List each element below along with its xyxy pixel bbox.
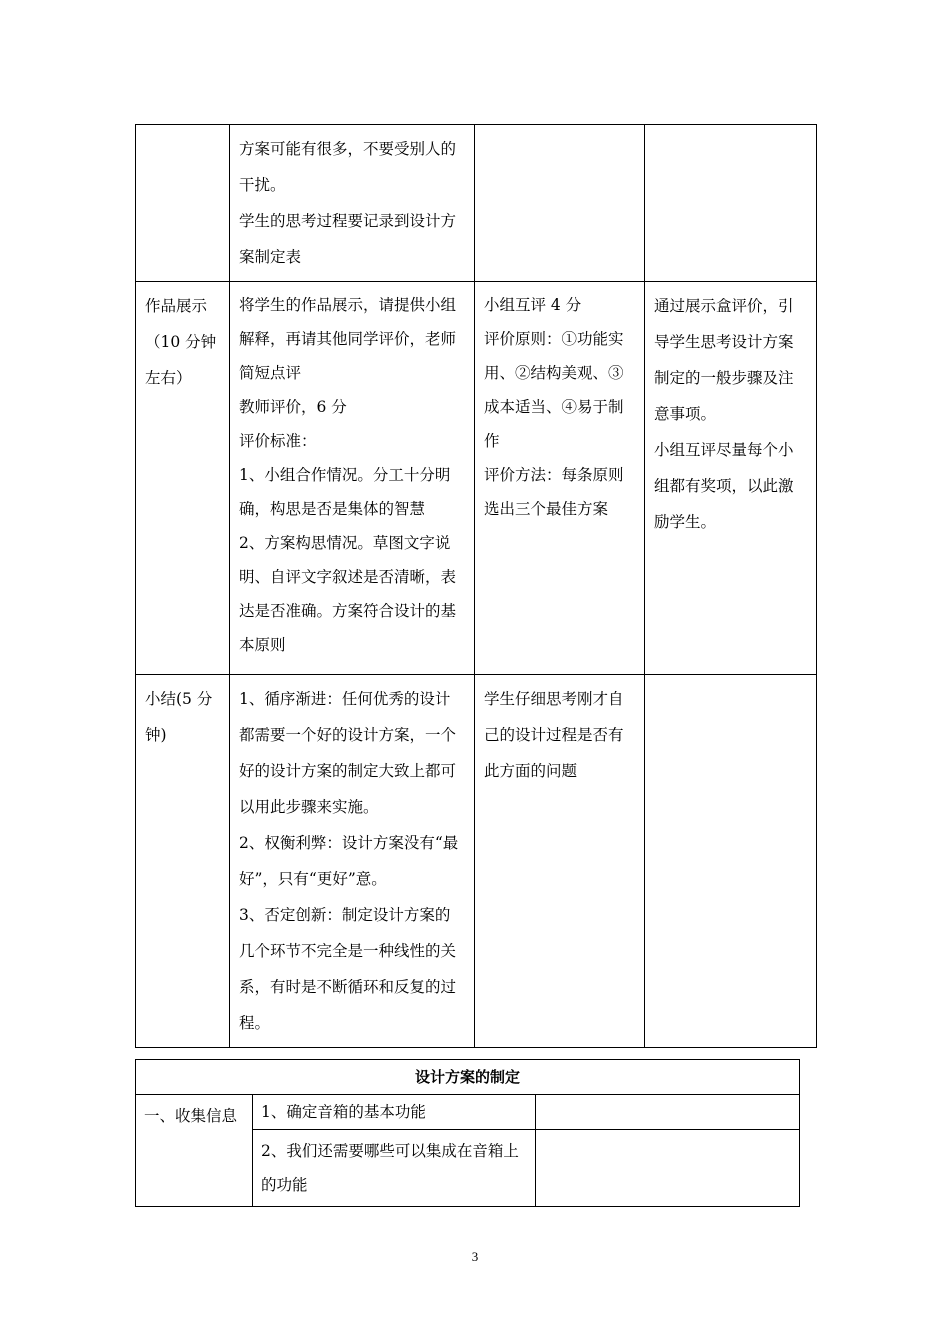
student-activity-cell [475,675,645,1048]
table-row [136,125,817,282]
student-activity-text: 评价方法：每条原则选出三个最佳方案 [484,466,624,518]
teacher-activity-text: 将学生的作品展示，请提供小组解释，再请其他同学评价，老师简短点评 [239,296,457,382]
design-intent-cell [645,125,817,282]
lesson-plan-table [135,124,817,1048]
student-activity-cell [475,282,645,675]
student-activity-text: 学生仔细思考刚才自己的设计过程是否有此方面的问题 [484,690,624,780]
design-intent-cell [645,675,817,1048]
table-row [136,1095,800,1130]
table-row [136,282,817,675]
design-table-title: 设计方案的制定 [136,1060,800,1095]
teacher-activity-text: 3、否定创新：制定设计方案的几个环节不完全是一种线性的关系，有时是不断循环和反复的过程。 [239,906,457,1032]
teacher-activity-text: 评价标准： [239,432,317,450]
table-row [136,675,817,1048]
page-number: 3 [471,1249,479,1264]
student-activity-text: 小组互评 4 分 [484,296,582,314]
teacher-activity-text: 学生的思考过程要记录到设计方案制定表 [239,212,457,266]
teacher-activity-text: 1、循序渐进：任何优秀的设计都需要一个好的设计方案，一个好的设计方案的制定大致上都可以用此步骤来实施。 [239,690,457,816]
teacher-activity-cell [230,125,475,282]
teacher-activity-text: 方案可能有很多，不要受别人的干扰。 [239,140,457,194]
item-answer [536,1095,800,1130]
teacher-activity-text: 2、权衡利弊：设计方案没有“最好”，只有“更好”意。 [239,834,459,888]
teacher-activity-text: 2、方案构思情况。草图文字说明、自评文字叙述是否清晰，表达是否准确。方案符合设计的基本原则 [239,534,457,654]
stage-label: 小结(5 分钟) [145,690,213,744]
stage-cell [136,125,230,282]
teacher-activity-cell [230,282,475,675]
student-activity-cell [475,125,645,282]
design-plan-table [135,1059,800,1207]
design-intent-text: 小组互评尽量每个小组都有奖项，以此激励学生。 [654,441,794,531]
stage-label: 作品展示（10 分钟左右） [145,297,217,387]
stage-cell [136,675,230,1048]
design-intent-text: 通过展示盒评价，引导学生思考设计方案制定的一般步骤及注意事项。 [654,297,794,423]
teacher-activity-cell [230,675,475,1048]
stage-cell [136,282,230,675]
student-activity-text: 评价原则：①功能实用、②结构美观、③成本适当、④易于制作 [484,330,624,450]
item-text: 1、确定音箱的基本功能 [253,1095,536,1130]
section-label: 一、收集信息 [136,1095,253,1207]
item-answer [536,1130,800,1207]
table-header-row [136,1060,800,1095]
teacher-activity-text: 教师评价，6 分 [239,398,347,416]
teacher-activity-text: 1、小组合作情况。分工十分明确，构思是否是集体的智慧 [239,466,451,518]
design-intent-cell [645,282,817,675]
item-text: 2、我们还需要哪些可以集成在音箱上的功能 [253,1130,536,1207]
